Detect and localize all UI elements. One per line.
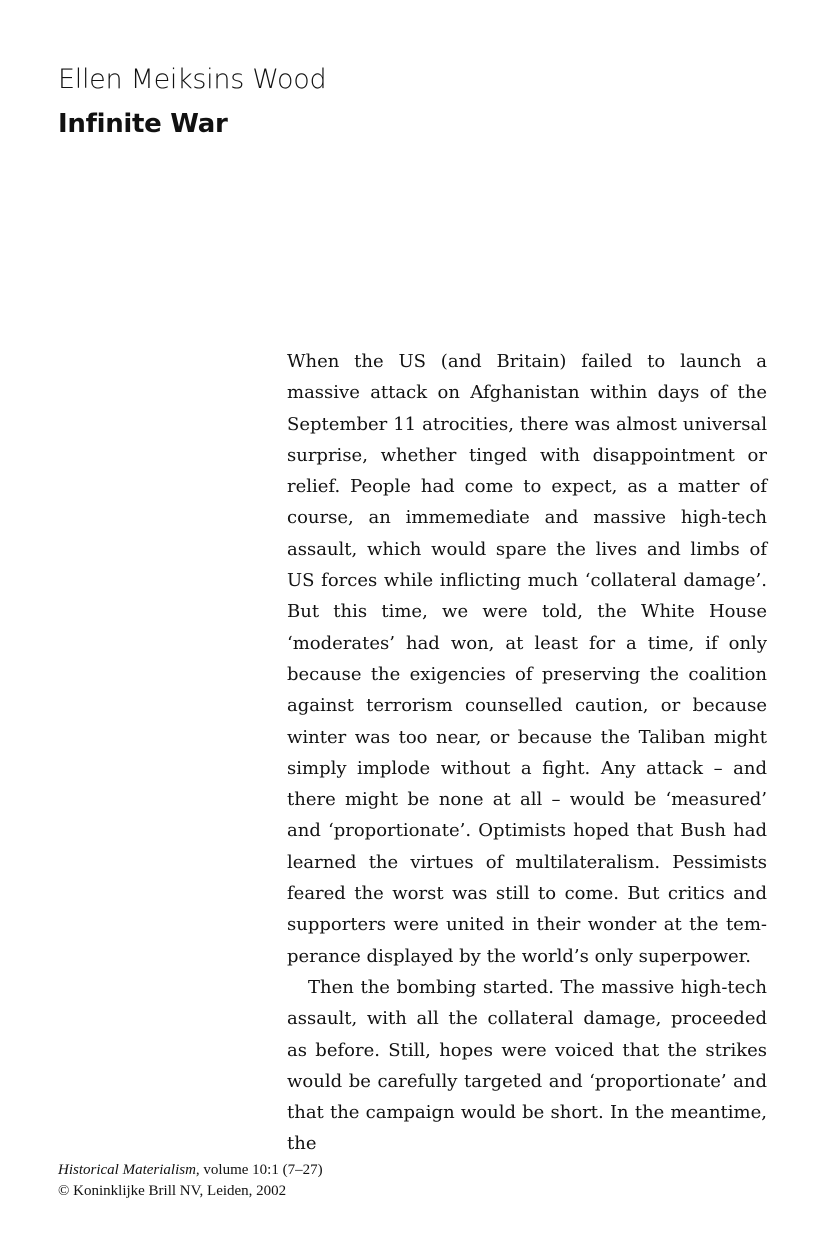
author-name: Ellen Meiksins Wood [58,64,327,95]
publication-footer [58,1160,323,1202]
article-body [287,346,767,1160]
copyright-notice: © Koninklijke Brill NV, Leiden, 2002 [58,1183,287,1199]
journal-citation [58,1160,323,1181]
volume-info: , volume 10:1 (7–27) [195,1162,323,1178]
body-paragraph: Then the bombing started. The massive high-tech assault, with all the collateral damage, proceeded as before. Still, hopes were voiced that the strikes would be carefully targeted and ‘proportionate’ and that the campaign would be short. In the meantime, the [287,976,767,1155]
article-title: Infinite War [58,109,228,139]
journal-name: Historical Materialism [58,1162,196,1178]
body-paragraph: When the US (and Britain) failed to launch a massive attack on Afghanistan within days of the September 11 atrocities, there was almost universal surprise, whether tinged with disappointment or relief. People had come to expect, as a matter of course, an immemediate and massive high-tech assault, which would spare the lives and limbs of US forces while inflicting much ‘collateral damage’. But this time, we were told, the White House ‘moderates’ had won, at least for a time, if only because the exigencies of preserving the coalition against terrorism counselled caution, or because winter was too near, or because the Taliban might simply implode without a fight. Any attack – and there might be none at all – would be ‘measured’ and ‘proportionate’. Optimists hoped that Bush had learned the virtues of multilateralism. Pessimists feared the worst was still to come. But critics and supporters were united in their wonder at the temperance displayed by the world’s only superpower. [287,351,767,967]
